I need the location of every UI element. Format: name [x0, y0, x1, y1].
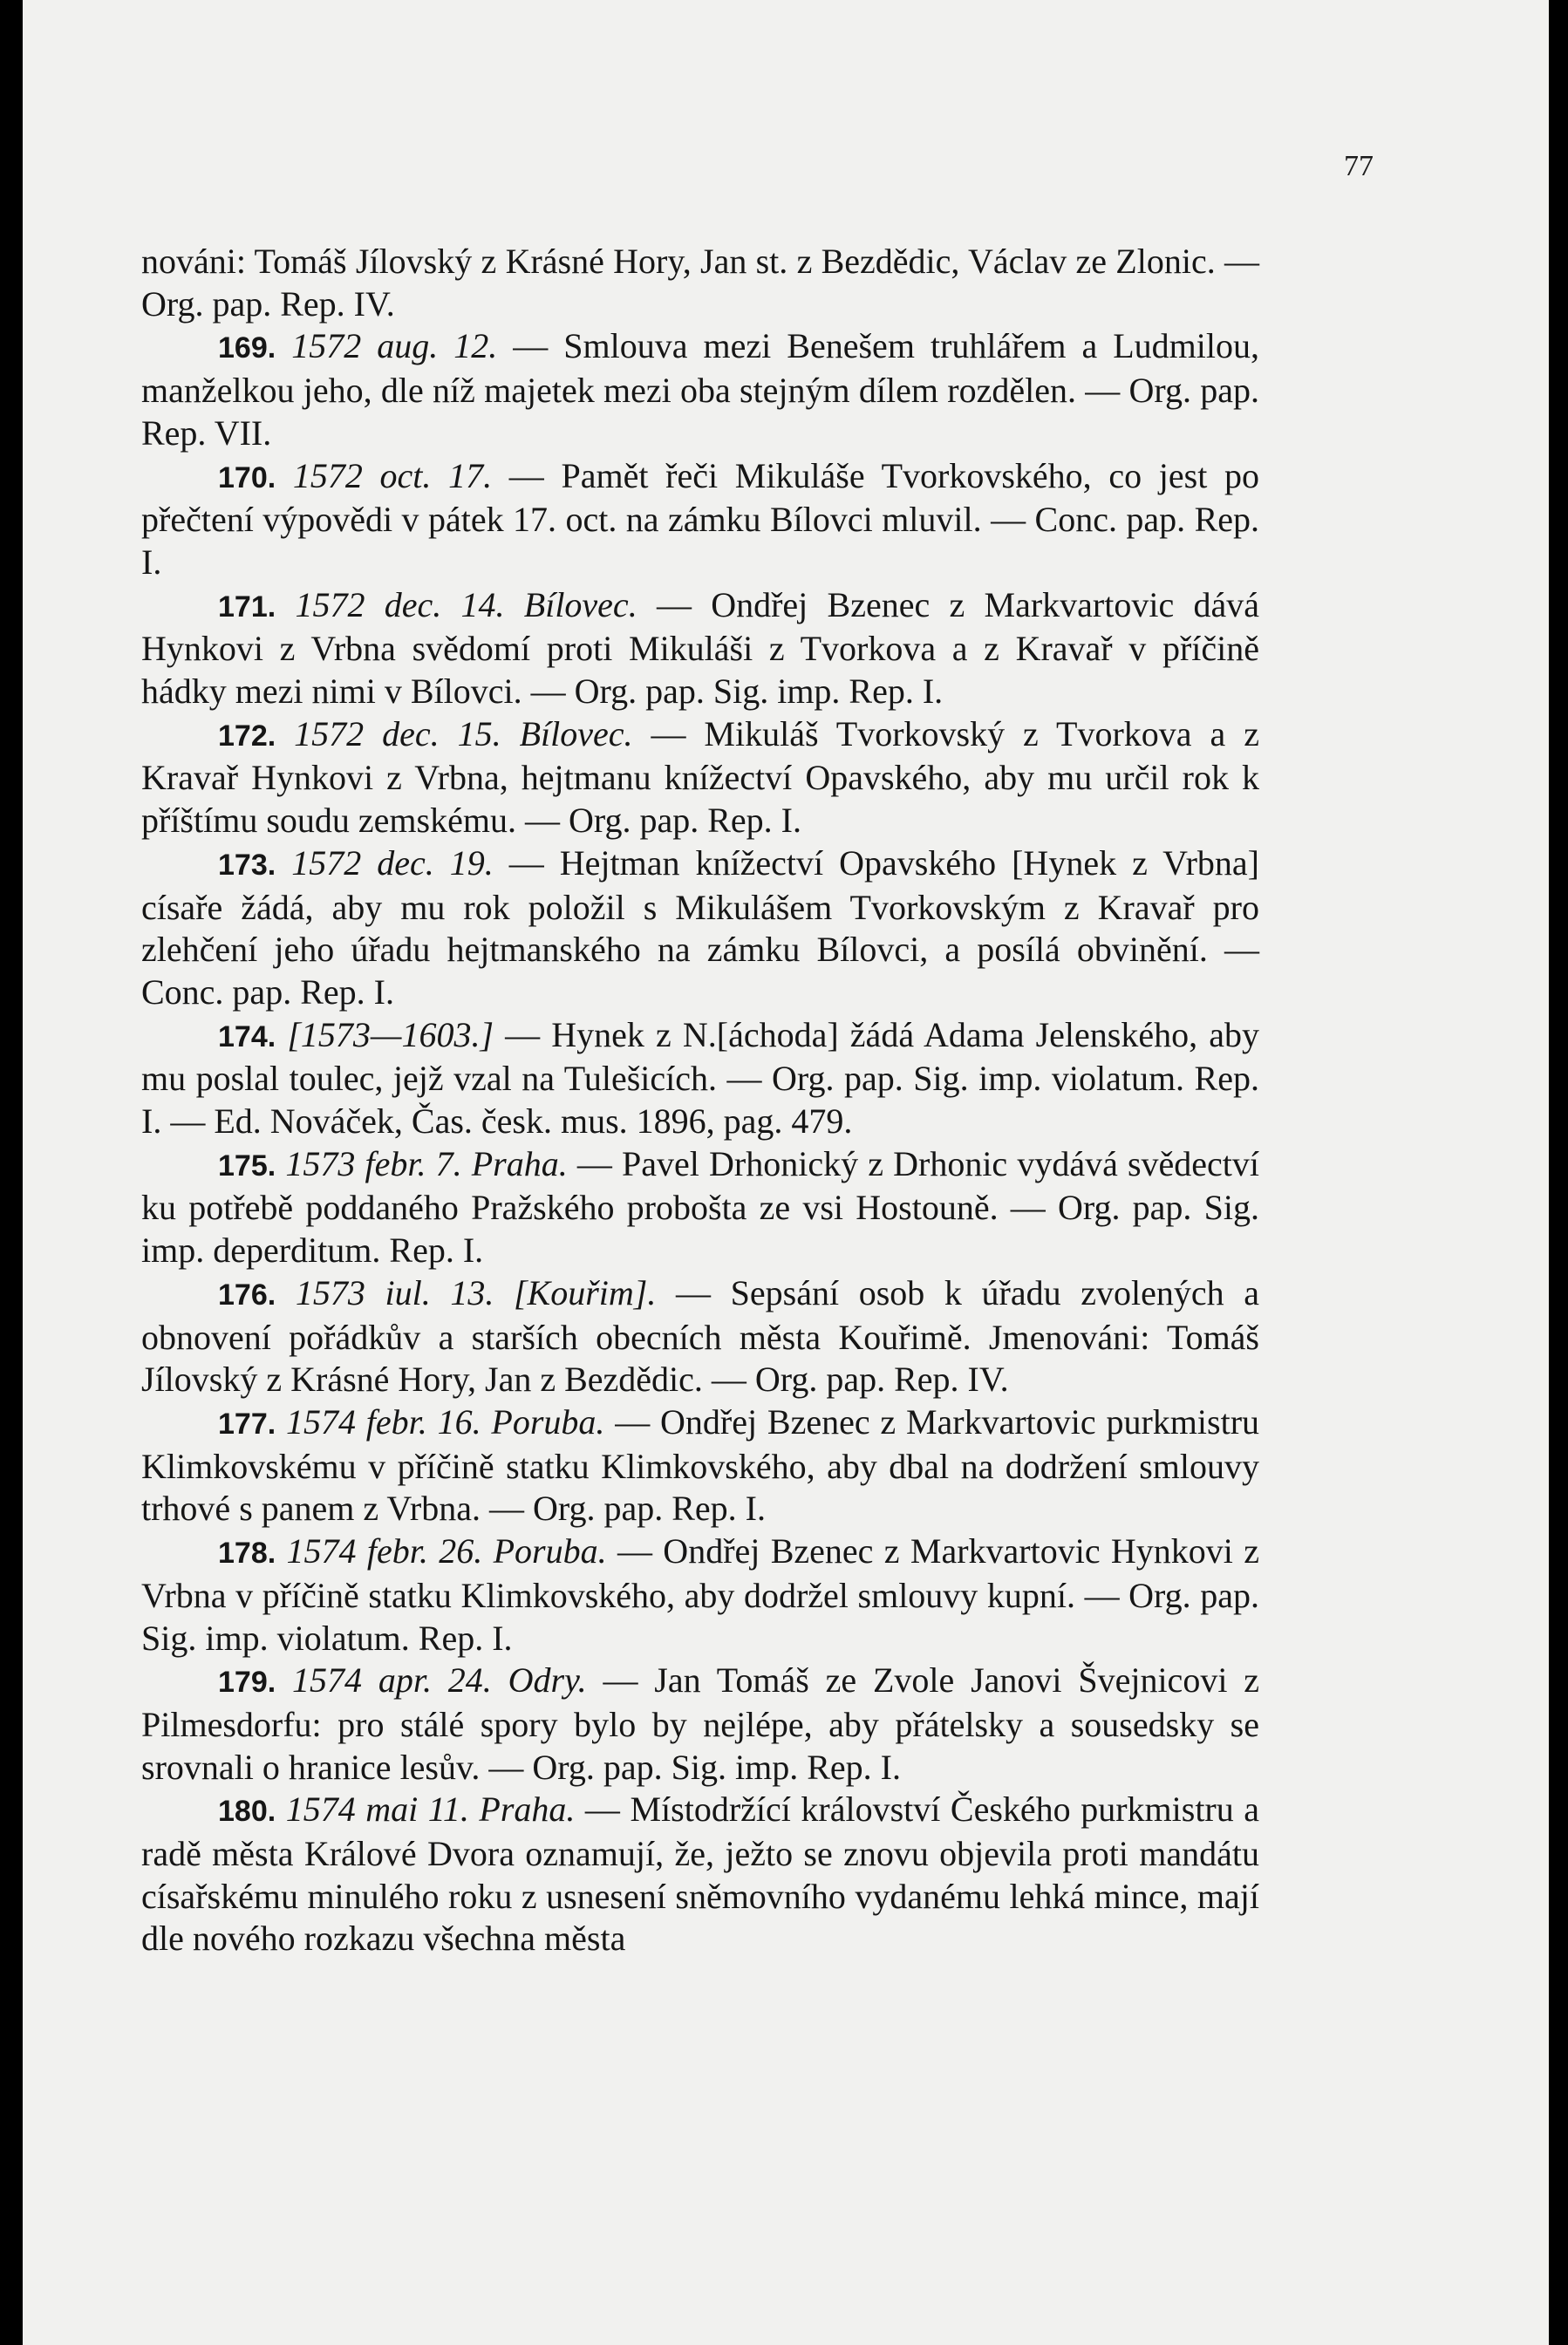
- document-page: [23, 0, 1549, 2345]
- entry-text: — Ondřej Bzenec z Markvartovic purkmistru Klimkovskému v příčině statku Klimkovského, aby dbal na dodržení smlouvy trhové s panem z Vrbna. — Org. pap. Rep. I.: [141, 1401, 1260, 1529]
- entry-date: 1572 dec. 15.: [294, 713, 501, 753]
- entry-date: 1572 aug. 12.: [291, 326, 498, 366]
- entry-date: [1573—1603.]: [287, 1014, 494, 1054]
- entry-text: — Ondřej Bzenec z Markvartovic Hynkovi z Vrbna v příčině statku Klimkovského, aby dodržel smlouvy kupní. — Org. pap. Sig. imp. violatum. Rep. I.: [141, 1531, 1260, 1658]
- entry-place: Praha.: [479, 1789, 576, 1830]
- entry-176: [141, 1272, 1259, 1401]
- entry-172: [141, 713, 1259, 842]
- intro-paragraph: nováni: Tomáš Jílovský z Krásné Hory, Jan st. z Bezdědic, Václav ze Zlonic. — Org. pap. Rep. IV.: [141, 242, 1259, 324]
- entry-text: — Hejtman knížectví Opavského [Hynek z Vrbna] císaře žádá, aby mu rok položil s Mikulášem Tvorkovským z Kravař pro zlehčení jeho úřadu hejtmanského na zámku Bílovci, a posílá obvinění. — Conc. pap. Rep. I.: [141, 842, 1260, 1012]
- entry-number: 175.: [218, 1149, 276, 1183]
- entry-number: 172.: [218, 719, 276, 753]
- entry-number: 177.: [218, 1407, 276, 1441]
- document-body: [141, 241, 1259, 1960]
- entry-number: 169.: [218, 331, 276, 365]
- entry-174: [141, 1014, 1259, 1143]
- entry-date: 1573 febr. 7.: [285, 1143, 462, 1183]
- entry-text: — Smlouva mezi Benešem truhlářem a Ludmilou, manželkou jeho, dle níž majetek mezi oba stejným dílem rozdělen. — Org. pap. Rep. VII.: [141, 326, 1260, 453]
- entry-text: — Sepsání osob k úřadu zvolených a obnovení pořádkův a starších obecních města Kouřimě. Jmenováni: Tomáš Jílovský z Krásné Hory, Jan z Bezdědic. — Org. pap. Rep. IV.: [141, 1272, 1260, 1400]
- entry-177: [141, 1401, 1259, 1530]
- entry-178: [141, 1530, 1259, 1660]
- entry-date: 1574 apr. 24.: [292, 1660, 492, 1701]
- entry-175: [141, 1143, 1259, 1272]
- entry-number: 176.: [218, 1278, 276, 1312]
- entry-date: 1573 iul. 13.: [295, 1272, 494, 1312]
- entry-number: 171.: [218, 590, 276, 624]
- entry-number: 174.: [218, 1019, 276, 1053]
- entry-text: — Pamět řeči Mikuláše Tvorkovského, co jest po přečtení výpovědi v pátek 17. oct. na zámku Bílovci mluvil. — Conc. pap. Rep. I.: [141, 455, 1259, 582]
- entry-180: [141, 1789, 1259, 1960]
- entry-number: 170.: [218, 460, 276, 494]
- entry-number: 173.: [218, 848, 276, 882]
- entry-date: 1572 oct. 17.: [292, 455, 493, 495]
- entry-text: — Mikuláš Tvorkovský z Tvorkova a z Kravař Hynkovi z Vrbna, hejtmanu knížectví Opavského, aby mu určil rok k příštímu soudu zemskému. — Org. pap. Rep. I.: [141, 713, 1259, 841]
- page-number: 77: [1344, 150, 1374, 182]
- entry-place: Praha.: [471, 1143, 568, 1183]
- entry-number: 178.: [218, 1537, 276, 1571]
- entry-place: Poruba.: [491, 1401, 605, 1442]
- entry-179: [141, 1660, 1259, 1789]
- entry-place: Bílovec.: [519, 713, 633, 753]
- entry-number: 179.: [218, 1666, 276, 1700]
- entry-date: 1572 dec. 19.: [291, 842, 494, 883]
- entry-173: [141, 842, 1259, 1014]
- entry-date: 1574 febr. 26.: [286, 1531, 483, 1571]
- entry-169: [141, 325, 1259, 454]
- entry-date: 1574 mai 11.: [285, 1789, 469, 1830]
- entry-place: Odry.: [508, 1660, 587, 1701]
- entry-number: 180.: [218, 1795, 276, 1829]
- entry-text: — Ondřej Bzenec z Markvartovic dává Hynkovi z Vrbna svědomí proti Mikuláši z Tvorkova a z Kravař v příčině hádky mezi nimi v Bílovci. — Org. pap. Sig. imp. Rep. I.: [141, 584, 1259, 712]
- entry-text: — Jan Tomáš ze Zvole Janovi Švejnicovi z Pilmesdorfu: pro stálé spory bylo by nejlépe, aby přátelsky a sousedsky se srovnali o hranice lesův. — Org. pap. Sig. imp. Rep. I.: [141, 1660, 1260, 1787]
- entry-171: [141, 584, 1259, 713]
- entry-text: — Hynek z N.[áchoda] žádá Adama Jelenského, aby mu poslal toulec, jejž vzal na Tulešicích. — Org. pap. Sig. imp. violatum. Rep. I. — Ed. Nováček, Čas. česk. mus. 1896, pag. 479.: [141, 1014, 1259, 1142]
- entry-place: [Kouřim].: [513, 1272, 657, 1312]
- entry-170: [141, 455, 1259, 584]
- entry-place: Bílovec.: [523, 584, 637, 624]
- entry-place: Poruba.: [493, 1531, 607, 1571]
- entry-text: — Pavel Drhonický z Drhonic vydává svědectví ku potřebě poddaného Pražského probošta ze vsi Hostouně. — Org. pap. Sig. imp. deperditum. Rep. I.: [141, 1143, 1260, 1271]
- entry-text: — Místodržící království Českého purkmistru a radě města Králové Dvora oznamují, že, ježto se znovu objevila proti mandátu císařskému minulého roku z usnesení sněmovního vydanému lehká mince, mají dle nového rozkazu všechna města: [141, 1789, 1260, 1959]
- entry-date: 1574 febr. 16.: [286, 1401, 481, 1442]
- entry-date: 1572 dec. 14.: [295, 584, 505, 624]
